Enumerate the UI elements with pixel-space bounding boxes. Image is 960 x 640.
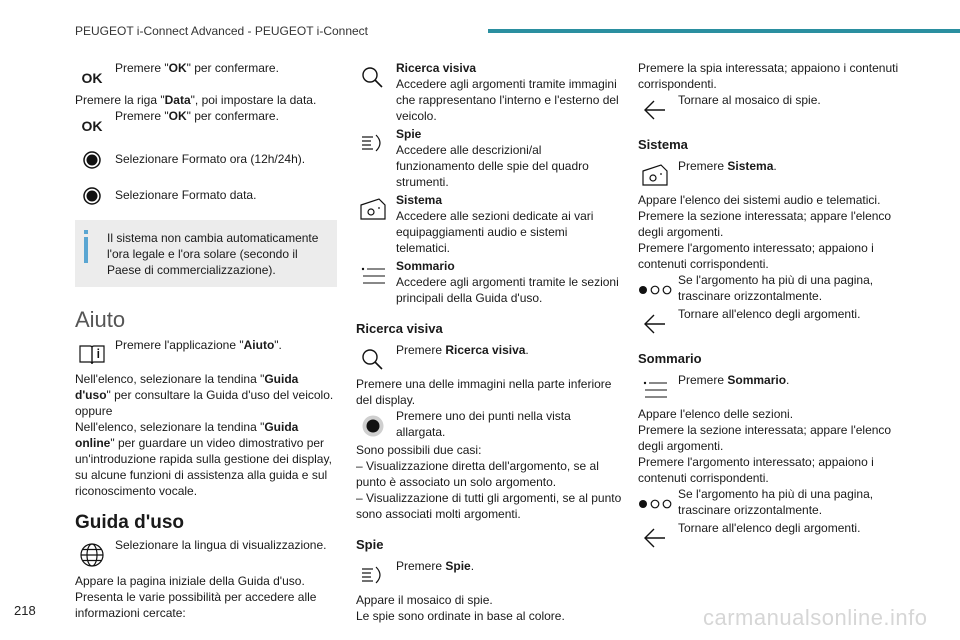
step-text: Premere "OK" per confermare. [115, 109, 279, 123]
back-arrow-icon [638, 308, 672, 340]
paragraph: Appare l'elenco delle sezioni. [638, 407, 794, 421]
heading-ricerca-visiva: Ricerca visiva [356, 321, 443, 336]
step-date-format [75, 178, 337, 210]
paragraph: Premere la sezione interessata; appare l'elenco degli argomenti. [638, 423, 892, 453]
heading-guida-uso: Guida d'uso [75, 512, 185, 533]
warning-lights-icon [356, 560, 390, 592]
step-confirm-ok-2 [75, 108, 337, 140]
step-text: Premere Spie. [396, 559, 475, 573]
step-text: Selezionare la lingua di visualizzazione. [115, 538, 327, 552]
warning-lights-icon [356, 128, 390, 160]
system-icon [638, 160, 672, 192]
step-text: Se l'argomento ha più di una pagina, trascinare orizzontalmente. [678, 487, 874, 517]
step-text: Premere Sistema. [678, 159, 777, 173]
book-icon [75, 339, 109, 371]
list-icon [638, 374, 672, 406]
globe-icon [75, 539, 109, 571]
search-icon [356, 62, 390, 94]
page-number: 218 [14, 603, 36, 618]
step-press-sommario [638, 372, 904, 406]
step-press-sistema [638, 158, 904, 192]
item-sommario [356, 258, 622, 306]
header-accent-bar [488, 29, 960, 33]
heading-sistema: Sistema [638, 137, 688, 152]
paragraph: – Visualizzazione di tutti gli argomenti, se al punto sono associati molti argomenti. [356, 491, 622, 521]
step-text: Premere Ricerca visiva. [396, 343, 529, 357]
paragraph: Presenta le varie possibilità per accedere alle informazioni cercate: [75, 590, 317, 620]
ok-icon: OK [81, 118, 103, 134]
item-spie [356, 126, 622, 190]
info-note [75, 220, 337, 287]
back-arrow-icon [638, 94, 672, 126]
heading-spie: Spie [356, 537, 384, 552]
step-text: Tornare all'elenco degli argomenti. [678, 521, 861, 535]
paragraph: – Visualizzazione diretta dell'argomento, se al punto è associato un solo argomento. [356, 459, 599, 489]
step-time-format [75, 142, 337, 174]
step-back-topics-1 [638, 306, 904, 340]
heading-sommario: Sommario [638, 351, 702, 366]
step-press-ricerca [356, 342, 622, 376]
heading-aiuto: Aiuto [75, 307, 126, 332]
item-title: Sistema [396, 193, 443, 207]
column-2 [356, 60, 622, 624]
step-text: Selezionare Formato data. [115, 188, 257, 202]
paragraph: Le spie sono ordinate in base al colore. [356, 609, 565, 623]
step-text: Tornare al mosaico di spie. [678, 93, 821, 107]
step-select-language [75, 537, 337, 571]
step-text: Premere uno dei punti nella vista allargata. [396, 409, 571, 439]
pagination-icon [638, 488, 672, 520]
radio-dot-icon [75, 180, 109, 212]
note-text: Il sistema non cambia automaticamente l'ora legale e l'ora solare (secondo il Paese di commercializzazione). [107, 231, 319, 277]
watermark: carmanualsonline.info [703, 605, 928, 630]
search-icon [356, 344, 390, 376]
step-press-spie [356, 558, 622, 592]
list-icon [356, 260, 390, 292]
system-icon [356, 194, 390, 226]
step-pagination-2 [638, 486, 904, 520]
info-icon [84, 230, 88, 234]
paragraph: Premere l'argomento interessato; appaiono i contenuti corrispondenti. [638, 455, 874, 485]
paragraph: Appare la pagina iniziale della Guida d'uso. [75, 574, 305, 588]
item-text: Accedere alle descrizioni/al funzionamento delle spie del quadro strumenti. [396, 143, 589, 189]
paragraph: Appare il mosaico di spie. [356, 593, 493, 607]
step-back-mosaic [638, 92, 904, 126]
item-ricerca-visiva [356, 60, 622, 124]
step-text: Premere "OK" per confermare. [115, 61, 279, 75]
paragraph: Premere la sezione interessata; appare l'elenco degli argomenti. [638, 209, 892, 239]
back-arrow-icon [638, 522, 672, 554]
item-text: Accedere agli argomenti tramite immagini che rappresentano l'interno e l'esterno del veicolo. [396, 77, 619, 123]
step-text: Premere Sommario. [678, 373, 790, 387]
paragraph: Sono possibili due casi: [356, 443, 482, 457]
step-text: Se l'argomento ha più di una pagina, trascinare orizzontalmente. [678, 273, 874, 303]
item-text: Accedere alle sezioni dedicate ai vari equipaggiamenti audio e sistemi telematici. [396, 209, 594, 255]
paragraph: Premere la spia interessata; appaiono i contenuti corrispondenti. [638, 61, 899, 91]
item-title: Sommario [396, 259, 455, 273]
hotspot-icon [356, 410, 390, 442]
item-title: Ricerca visiva [396, 61, 477, 75]
item-text: Accedere agli argomenti tramite le sezioni principali della Guida d'uso. [396, 275, 619, 305]
step-pagination-1 [638, 272, 904, 306]
step-text: Premere l'applicazione "Aiuto". [115, 338, 282, 352]
item-title: Spie [396, 127, 422, 141]
radio-dot-icon [75, 144, 109, 176]
step-back-topics-2 [638, 520, 904, 554]
paragraph: Nell'elenco, selezionare la tendina "Guida online" per guardare un video dimostrativo per un'introduzione rapida sulla gestione dei display, su alcune funzioni di assistenza alla guida e sul riconoscimento vocale. [75, 420, 332, 498]
paragraph: Premere una delle immagini nella parte inferiore del display. [356, 377, 612, 407]
paragraph: Premere la riga "Data", poi impostare la data. [75, 93, 317, 107]
column-1 [75, 60, 337, 621]
column-3 [638, 60, 904, 554]
step-press-point [356, 408, 622, 442]
paragraph: Appare l'elenco dei sistemi audio e telematici. [638, 193, 881, 207]
pagination-icon [638, 274, 672, 306]
item-sistema [356, 192, 622, 256]
paragraph: oppure [75, 404, 113, 418]
page-header-title: PEUGEOT i-Connect Advanced - PEUGEOT i-Connect [75, 24, 369, 38]
paragraph: Premere l'argomento interessato; appaiono i contenuti corrispondenti. [638, 241, 874, 271]
step-confirm-ok-1 [75, 60, 337, 92]
paragraph: Nell'elenco, selezionare la tendina "Guida d'uso" per consultare la Guida d'uso del veicolo. [75, 372, 334, 402]
step-text: Selezionare Formato ora (12h/24h). [115, 152, 306, 166]
step-open-aiuto [75, 337, 337, 371]
ok-icon: OK [81, 70, 103, 86]
step-text: Tornare all'elenco degli argomenti. [678, 307, 861, 321]
